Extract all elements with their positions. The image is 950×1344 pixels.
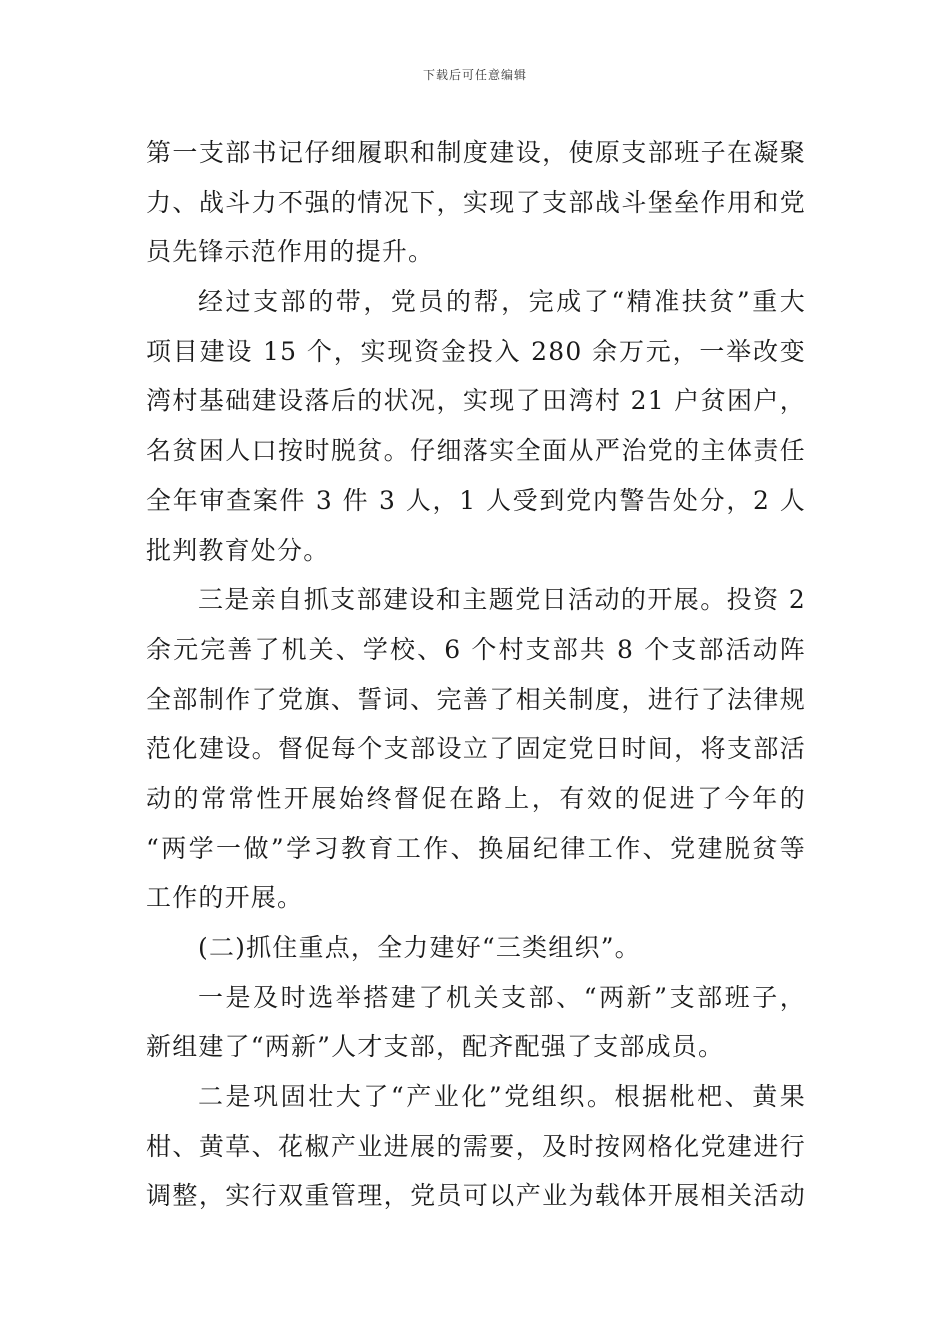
section-heading <box>146 923 806 973</box>
text-line: 范化建设。督促每个支部设立了固定党日时间，将支部活 <box>146 734 806 764</box>
text-line: 全部制作了党旗、誓词、完善了相关制度，进行了法律规 <box>146 684 806 714</box>
text-line: (二)抓住重点，全力建好“三类组织”。 <box>198 933 641 962</box>
text-line: 员先锋示范作用的提升。 <box>146 237 435 267</box>
text-line: 余元完善了机关、学校、6 个村支部共 8 个支部活动阵 <box>146 634 806 664</box>
text-line: 工作的开展。 <box>146 883 304 913</box>
paragraph <box>146 575 806 923</box>
text-line: 项目建设 15 个，实现资金投入 280 余万元，一举改变 <box>146 336 806 366</box>
text-line: 力、战斗力不强的情况下，实现了支部战斗堡垒作用和党 <box>146 187 806 217</box>
text-line: 调整，实行双重管理，党员可以产业为载体开展相关活动 <box>146 1181 806 1211</box>
text-line: 全年审查案件 3 件 3 人，1 人受到党内警告处分，2 人 <box>146 485 806 515</box>
paragraph <box>146 973 806 1072</box>
page-header-note: 下载后可任意编辑 <box>422 68 527 82</box>
text-line: 新组建了“两新”人才支部，配齐配强了支部成员。 <box>146 1032 725 1062</box>
text-line: 三是亲自抓支部建设和主题党日活动的开展。投资 2 <box>198 585 806 615</box>
paragraph <box>146 128 806 277</box>
paragraph <box>146 1072 806 1221</box>
document-body <box>146 128 806 1221</box>
text-line: 经过支部的带，党员的帮，完成了“精准扶贫”重大 <box>198 287 806 317</box>
text-line: “两学一做”学习教育工作、换届纪律工作、党建脱贫等 <box>146 833 806 863</box>
text-line: 动的常常性开展始终督促在路上，有效的促进了今年的 <box>146 783 806 813</box>
text-line: 第一支部书记仔细履职和制度建设，使原支部班子在凝聚 <box>146 138 806 167</box>
text-line: 柑、黄草、花椒产业进展的需要，及时按网格化党建进行 <box>146 1131 806 1161</box>
text-line: 湾村基础建设落后的状况，实现了田湾村 21 户贫困户， <box>146 386 806 416</box>
text-line: 一是及时选举搭建了机关支部、“两新”支部班子， <box>198 982 806 1012</box>
text-line: 名贫困人口按时脱贫。仔细落实全面从严治党的主体责任 <box>146 436 806 466</box>
text-line: 二是巩固壮大了“产业化”党组织。根据枇杷、黄果 <box>198 1082 806 1112</box>
text-line: 批判教育处分。 <box>146 535 330 565</box>
paragraph <box>146 277 806 575</box>
